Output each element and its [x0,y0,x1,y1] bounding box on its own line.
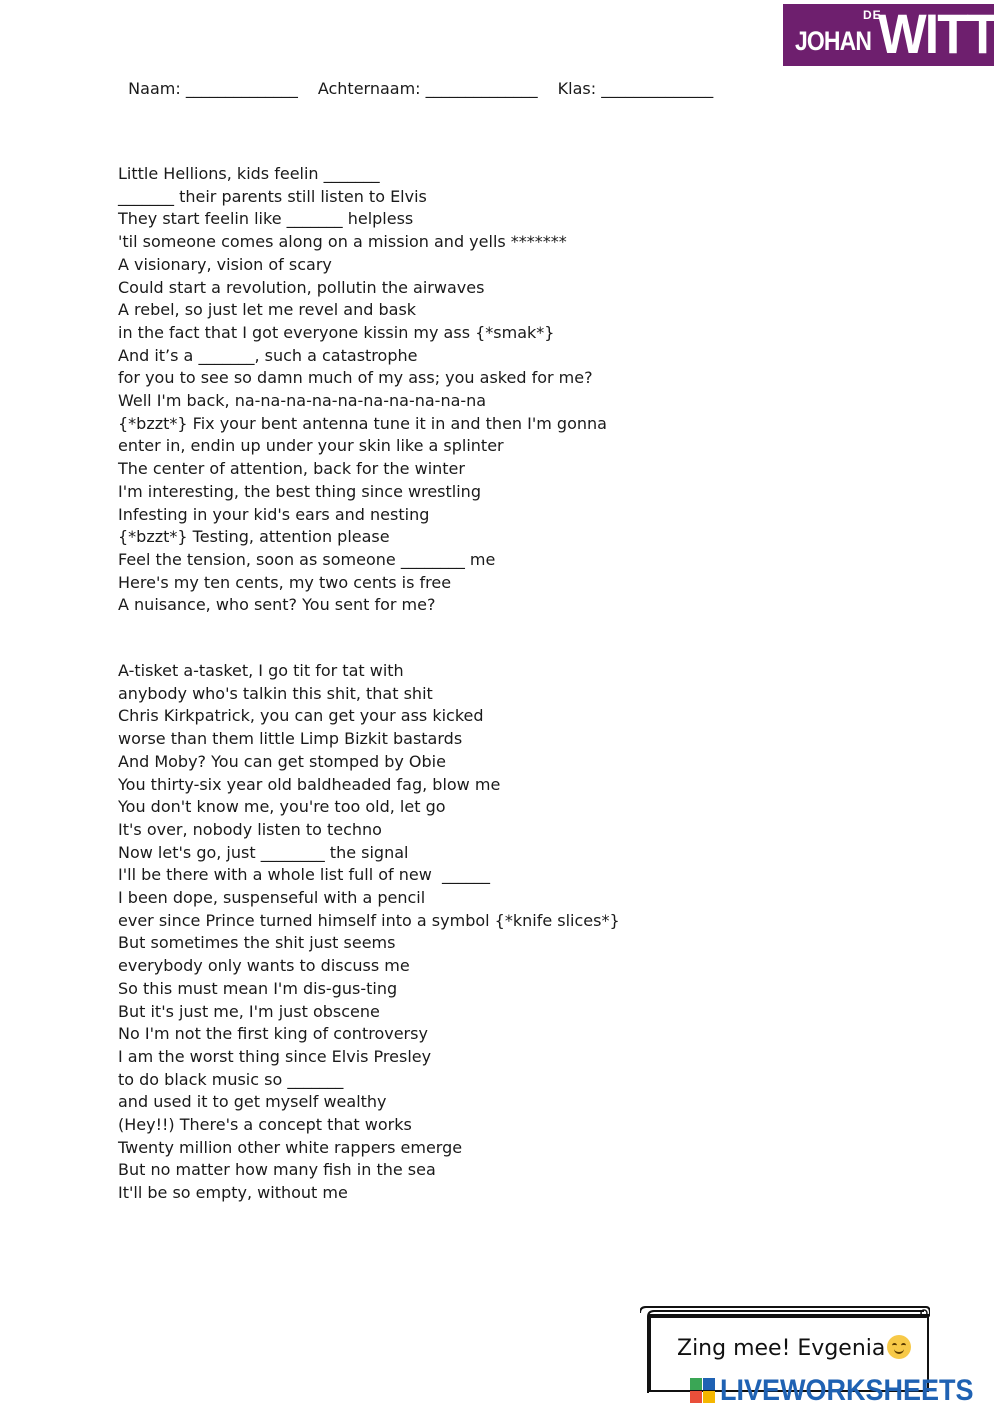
lyric-line: 'til someone comes along on a mission and yells ******* [118,232,567,252]
lyric-line: The center of attention, back for the winter [118,459,465,479]
lyric-line: enter in, endin up under your skin like a splinter [118,436,504,456]
lyric-line: It'll be so empty, without me [118,1183,348,1203]
lyric-line: But no matter how many fish in the sea [118,1160,436,1180]
school-logo [783,2,997,66]
lyric-line: I been dope, suspenseful with a pencil [118,888,426,908]
lyric-line: They start feelin like _______ helpless [118,209,414,229]
lyrics-verse-2 [118,660,620,1205]
lyric-line: But it's just me, I'm just obscene [118,1001,380,1021]
lyric-line: to do black music so _______ [118,1069,344,1089]
liveworksheets-logo-icon [690,1378,716,1404]
lyric-line: A rebel, so just let me revel and bask [118,300,417,320]
lyric-line: Twenty million other white rappers emerge [118,1137,463,1157]
lyric-line: A-tisket a-tasket, I go tit for tat with [118,661,404,680]
naam-field[interactable]: Naam: ______________ [128,79,298,98]
scroll-label: Zing mee! Evgenia [677,1336,886,1361]
lyric-line: I'm interesting, the best thing since wrestling [118,481,481,501]
lyric-line: Could start a revolution, pollutin the airwaves [118,277,485,297]
lyric-line: for you to see so damn much of my ass; you asked for me? [118,368,593,388]
lyric-line: A visionary, vision of scary [118,254,332,274]
liveworksheets-brand: LIVEWORKSHEETS [720,1374,974,1407]
liveworksheets-footer [690,1374,1000,1408]
lyric-line: Feel the tension, soon as someone ________ me [118,549,496,569]
lyric-line: And it’s a _______, such a catastrophe [118,345,418,365]
logo-johan: JOHAN [795,26,872,56]
lyric-line: _______ their parents still listen to Elvis [118,186,427,206]
lyric-line: No I'm not the first king of controversy [118,1024,428,1044]
achternaam-field[interactable]: Achternaam: ______________ [317,79,538,98]
student-info-line [118,60,733,98]
klas-field[interactable]: Klas: ______________ [557,79,714,98]
lyric-line: And Moby? You can get stomped by Obie [118,751,446,771]
lyric-line: (Hey!!) There's a concept that works [118,1115,412,1135]
lyric-line: anybody who's talkin this shit, that shit [118,683,433,703]
lyric-line: I'll be there with a whole list full of new ______ [118,865,490,885]
smiling-face-icon [887,1335,911,1359]
lyric-line: I am the worst thing since Elvis Presley [118,1046,432,1066]
lyric-line: You don't know me, you're too old, let go [118,797,446,817]
lyric-line: and used it to get myself wealthy [118,1092,387,1112]
lyric-line: Infesting in your kid's ears and nesting [118,504,430,524]
lyric-line: Here's my ten cents, my two cents is free [118,572,452,592]
lyric-line: A nuisance, who sent? You sent for me? [118,595,436,615]
lyric-line: worse than them little Limp Bizkit bastards [118,729,463,749]
lyric-line: in the fact that I got everyone kissin my ass {*smak*} [118,322,555,342]
lyrics-verse-1 [118,163,607,617]
logo-witt: WITT [878,2,997,65]
lyric-line: {*bzzt*} Fix your bent antenna tune it in and then I'm gonna [118,413,607,433]
lyric-line: But sometimes the shit just seems [118,933,396,953]
lyric-line: So this must mean I'm dis-gus-ting [118,978,398,998]
lyric-line: You thirty-six year old baldheaded fag, blow me [118,774,501,794]
lyric-line: ever since Prince turned himself into a symbol {*knife slices*} [118,910,620,930]
lyric-line: It's over, nobody listen to techno [118,819,382,839]
lyric-line: Now let's go, just ________ the signal [118,842,409,862]
lyric-line: Little Hellions, kids feelin _______ [118,164,380,183]
scroll-text [677,1335,911,1361]
lyric-line: Chris Kirkpatrick, you can get your ass kicked [118,706,484,726]
logo-de: DE [863,8,882,22]
lyric-line: {*bzzt*} Testing, attention please [118,527,390,547]
lyric-line: everybody only wants to discuss me [118,956,410,976]
lyric-line: Well I'm back, na-na-na-na-na-na-na-na-na-na [118,391,487,411]
